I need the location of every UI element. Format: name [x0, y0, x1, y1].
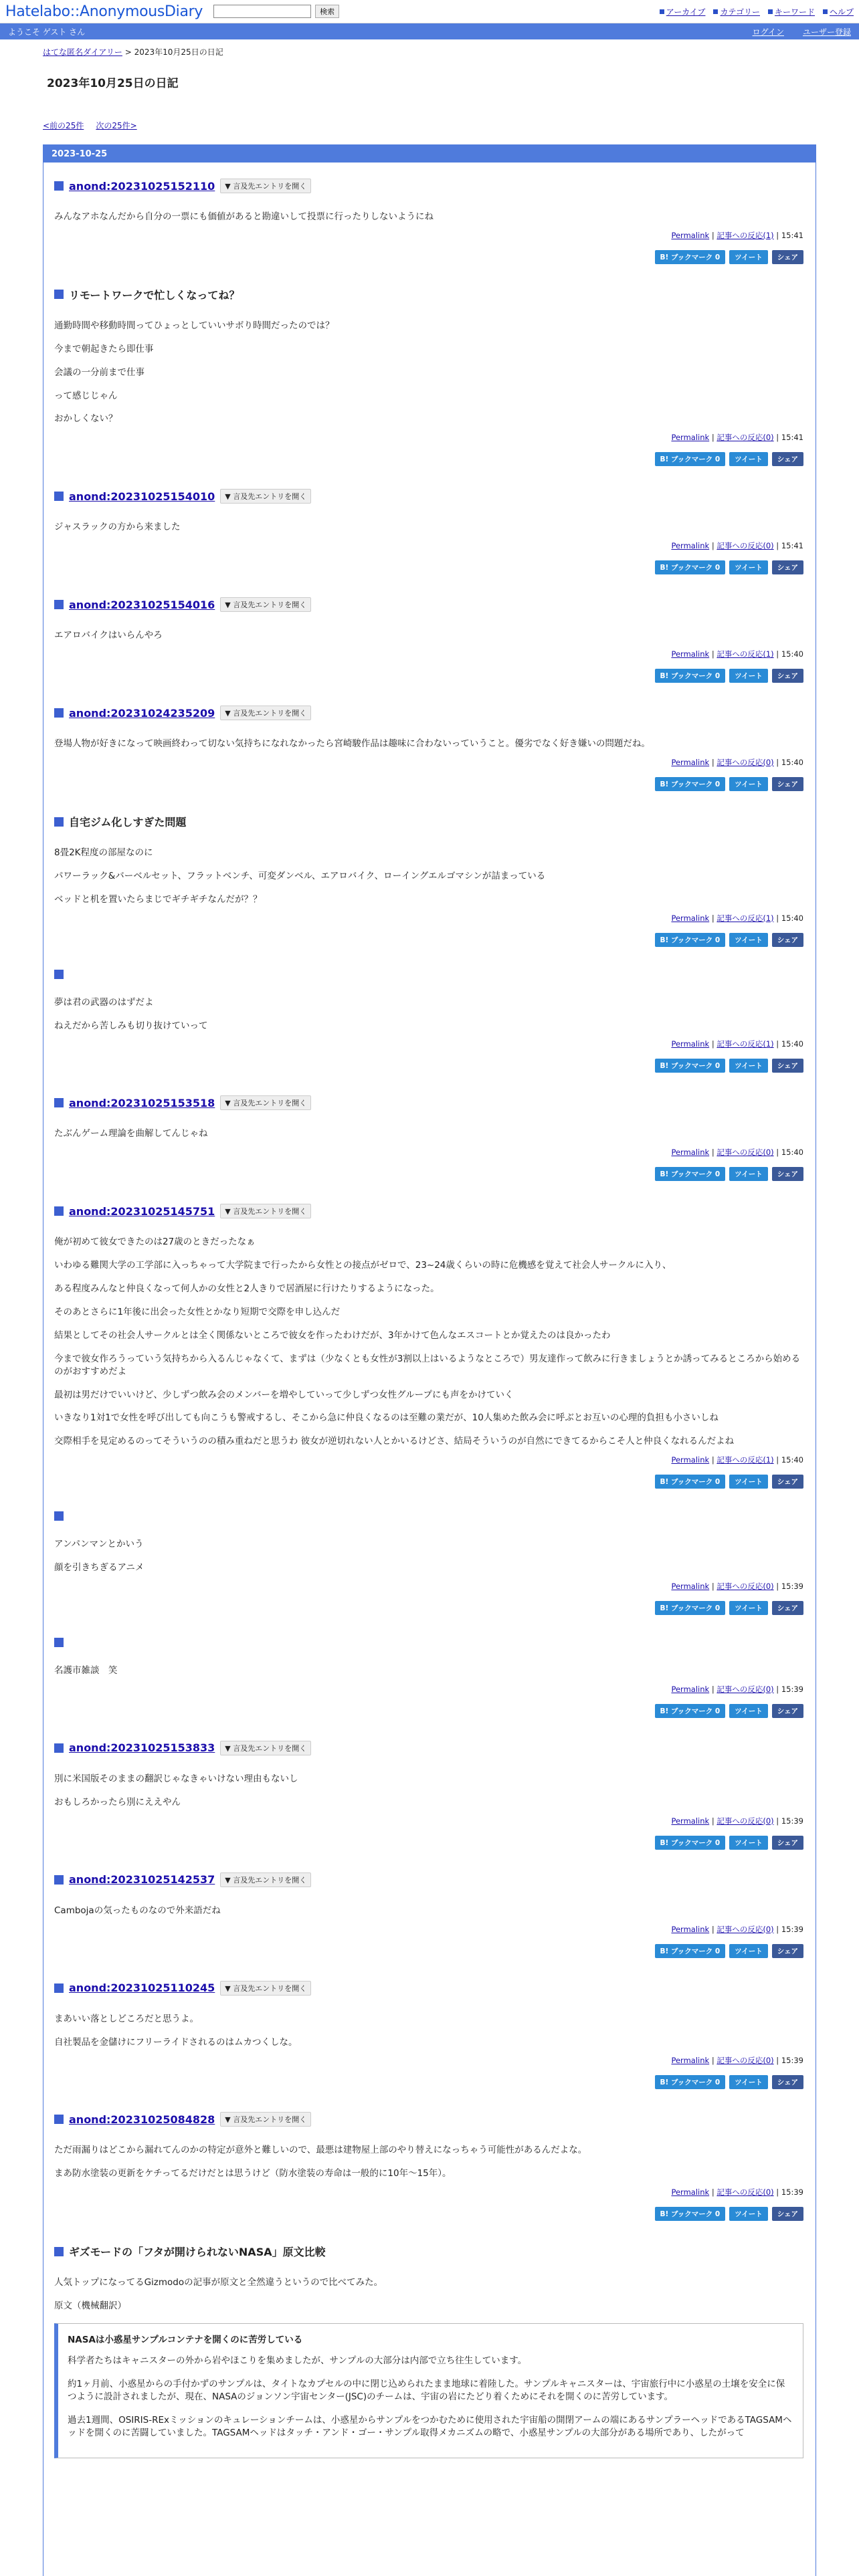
search-input[interactable]: [213, 5, 311, 18]
entry-header: [54, 970, 803, 979]
entry-line: 交際相手を見定めるのってそういうのの積み重ねだと思うわ 彼女が逆切れない人とかいるけどさ、結局そういうのが自然にできてるからこそ人と仲良くなれるんだよね: [54, 1436, 735, 1447]
share-buttons: [54, 777, 803, 798]
entry-time: 15:40: [781, 1148, 803, 1158]
entry-line: そのあとさらに1年後に出会った女性とかなり短期で交際を申し込んだ: [54, 1307, 341, 1318]
bookmark-button[interactable]: B! ブックマーク 0: [655, 1944, 726, 1958]
facebook-share-button[interactable]: シェア: [772, 1704, 803, 1718]
tweet-button[interactable]: ツイート: [729, 777, 767, 791]
entry-line: 名護市雑談 笑: [54, 1665, 118, 1677]
nav-archive[interactable]: アーカイブ: [660, 6, 706, 17]
reactions-link[interactable]: 記事への反応(0): [717, 1816, 774, 1826]
bookmark-button[interactable]: B! ブックマーク 0: [655, 669, 726, 683]
reactions-link[interactable]: 記事への反応(1): [717, 913, 774, 923]
entry-body: [54, 2144, 803, 2180]
entry-title-link[interactable]: anond:20231025153833: [69, 1741, 215, 1755]
share-buttons: [54, 1836, 803, 1856]
facebook-share-button[interactable]: シェア: [772, 1944, 803, 1958]
open-referenced-entry-button[interactable]: ▼ 言及先エントリを開く: [220, 2112, 311, 2127]
entry-header: [54, 597, 803, 612]
open-referenced-entry-button[interactable]: ▼ 言及先エントリを開く: [220, 179, 311, 193]
open-referenced-entry-button[interactable]: ▼ 言及先エントリを開く: [220, 489, 311, 504]
bullet-icon: [823, 9, 828, 14]
share-buttons: [54, 2075, 803, 2096]
entry-header: [54, 179, 803, 193]
tweet-button[interactable]: ツイート: [729, 2207, 767, 2221]
entry-body: [54, 320, 803, 425]
section-mark-icon: [54, 1743, 64, 1753]
section-mark-icon: [54, 2115, 64, 2124]
entry-title: リモートワークで忙しくなってね？: [69, 288, 240, 302]
tweet-button[interactable]: ツイート: [729, 1475, 767, 1489]
entry-footer: Permalink | 記事への反応(0) | 15:39: [671, 2056, 803, 2066]
entry-title-link[interactable]: anond:20231025145751: [69, 1204, 215, 1218]
entry-time: 15:40: [781, 758, 803, 768]
facebook-share-button[interactable]: シェア: [772, 1836, 803, 1850]
entry-line: Cambojaの気ったものなので外来語だね: [54, 1905, 221, 1916]
entry-body: [54, 1538, 803, 1574]
entry-time: 15:40: [781, 649, 803, 659]
entry-line: 人気トップになってるGizmodoの記事が原文と全然違うというので比べてみた。: [54, 2277, 383, 2288]
reactions-link[interactable]: 記事への反応(0): [717, 433, 774, 443]
share-buttons: [54, 1601, 803, 1622]
entry-header: [54, 1511, 803, 1521]
entry-body: [54, 738, 803, 750]
entry-line: 結果としてその社会人サークルとは全く関係ないところで彼女を作ったわけだが、3年かけて色んなエスコートとか覚えたのは良かったわ: [54, 1329, 611, 1341]
entry-body: [54, 1128, 803, 1140]
tweet-button[interactable]: ツイート: [729, 1944, 767, 1958]
share-buttons: [54, 669, 803, 689]
bookmark-button[interactable]: B! ブックマーク 0: [655, 1836, 726, 1850]
entry-line: 原文（機械翻訳）: [54, 2300, 126, 2312]
permalink[interactable]: Permalink: [671, 913, 710, 923]
entry-time: 15:41: [781, 433, 803, 443]
entry-time: 15:40: [781, 1039, 803, 1049]
tweet-button[interactable]: ツイート: [729, 1704, 767, 1718]
entry-line: たぶんゲーム理論を曲解してんじゃね: [54, 1128, 208, 1140]
entry-time: 15:41: [781, 541, 803, 551]
register-link[interactable]: ユーザー登録: [802, 27, 851, 37]
facebook-share-button[interactable]: シェア: [772, 933, 803, 947]
section-mark-icon: [54, 290, 64, 299]
open-referenced-entry-button[interactable]: ▼ 言及先エントリを開く: [220, 706, 311, 720]
entry-title-link[interactable]: anond:20231025110245: [69, 1981, 215, 1995]
entry-title-link[interactable]: anond:20231025154016: [69, 598, 215, 611]
page-title: 2023年10月25日の日記: [47, 77, 179, 90]
facebook-share-button[interactable]: シェア: [772, 1167, 803, 1181]
entry-footer: Permalink | 記事への反応(0) | 15:39: [671, 1582, 803, 1592]
share-buttons: [54, 1944, 803, 1965]
entry-section: [43, 1981, 816, 2097]
entry-section: [43, 489, 816, 581]
breadcrumb-home[interactable]: はてな匿名ダイアリー: [43, 47, 122, 57]
facebook-share-button[interactable]: シェア: [772, 669, 803, 683]
entry-header: [54, 814, 803, 829]
bookmark-button[interactable]: B! ブックマーク 0: [655, 452, 726, 466]
facebook-share-button[interactable]: シェア: [772, 1601, 803, 1615]
next-page-link[interactable]: 次の25件>: [96, 121, 137, 130]
facebook-share-button[interactable]: シェア: [772, 777, 803, 791]
share-buttons: [54, 560, 803, 581]
entry-line: ジャスラックの方から来ました: [54, 522, 181, 533]
entry-line: おもしろかったら別にええやん: [54, 1796, 181, 1808]
section-mark-icon: [54, 1638, 64, 1647]
permalink[interactable]: Permalink: [671, 649, 710, 659]
entry-line: パワーラック&バーベルセット、フラットベンチ、可変ダンベル、エアロバイク、ローイングエルゴマシンが詰まっている: [54, 870, 546, 881]
entry-line: 8畳2K程度の部屋なのに: [54, 847, 153, 859]
entry-line: って感じじゃん: [54, 390, 118, 401]
entry-header: [54, 1872, 803, 1887]
share-buttons: [54, 1704, 803, 1725]
entry-body: [54, 2013, 803, 2049]
bookmark-button[interactable]: B! ブックマーク 0: [655, 1167, 726, 1181]
entry-body: [54, 629, 803, 642]
section-mark-icon: [54, 2247, 64, 2256]
tweet-button[interactable]: ツイート: [729, 1836, 767, 1850]
entry-line: まあ防水塗装の更新をケチってるだけだとは思うけど（防水塗装の寿命は一般的に10年〜15年）。: [54, 2168, 452, 2179]
tweet-button[interactable]: ツイート: [729, 1601, 767, 1615]
tweet-button[interactable]: ツイート: [729, 933, 767, 947]
bullet-icon: [768, 9, 773, 14]
entry-section: [43, 597, 816, 689]
tweet-button[interactable]: ツイート: [729, 560, 767, 574]
site-logo[interactable]: Hatelabo::AnonymousDiary: [5, 3, 203, 20]
entry-line: いきなり1対1で女性を呼び出しても向こうも警戒するし、そこから急に仲良くなるのは至難の業だが、10人集めた飲み会に呼ぶとお互いの心理的負担も小さいしね: [54, 1412, 719, 1424]
entry-section: [43, 970, 816, 1080]
section-mark-icon: [54, 181, 64, 191]
entry-section: [43, 1204, 816, 1495]
nav-category[interactable]: カテゴリー: [713, 6, 760, 17]
open-referenced-entry-button[interactable]: ▼ 言及先エントリを開く: [220, 597, 311, 612]
entry-body: [54, 1236, 803, 1448]
entry-title-link[interactable]: anond:20231025084828: [69, 2113, 215, 2126]
entry-header: [54, 706, 803, 720]
entry-time: 15:39: [781, 1684, 803, 1694]
section-mark-icon: [54, 1511, 64, 1521]
entry-line: 最初は男だけでいいけど、少しずつ飲み会のメンバーを増やしていって少しずつ女性グループにも声をかけていく: [54, 1389, 514, 1400]
entry-line: 自社製品を金儲けにフリーライドされるのはムカつくしな。: [54, 2036, 298, 2048]
reactions-link[interactable]: 記事への反応(0): [717, 2056, 774, 2066]
entry-footer: Permalink | 記事への反応(0) | 15:41: [671, 433, 803, 443]
permalink[interactable]: Permalink: [671, 1455, 710, 1465]
facebook-share-button[interactable]: シェア: [772, 250, 803, 264]
section-mark-icon: [54, 1983, 64, 1993]
entry-footer: Permalink | 記事への反応(0) | 15:39: [671, 1924, 803, 1934]
bookmark-button[interactable]: B! ブックマーク 0: [655, 777, 726, 791]
permalink[interactable]: Permalink: [671, 230, 710, 240]
entry-body: [54, 1905, 803, 1917]
entry-footer: Permalink | 記事への反応(0) | 15:39: [671, 2187, 803, 2197]
entry-line: 今まで朝起きたら即仕事: [54, 343, 154, 354]
entry-time: 15:40: [781, 1455, 803, 1465]
login-link[interactable]: ログイン: [752, 27, 784, 37]
quote-title: NASAは小惑星サンプルコンテナを開くのに苦労している: [68, 2334, 303, 2345]
share-buttons: [54, 1167, 803, 1188]
reactions-link[interactable]: 記事への反応(1): [717, 1455, 774, 1465]
entry-time: 15:39: [781, 1582, 803, 1592]
entry-title-link[interactable]: anond:20231025152110: [69, 179, 215, 193]
entry-footer: Permalink | 記事への反応(0) | 15:39: [671, 1684, 803, 1694]
reactions-link[interactable]: 記事への反応(0): [717, 541, 774, 551]
permalink[interactable]: Permalink: [671, 1816, 710, 1826]
open-referenced-entry-button[interactable]: ▼ 言及先エントリを開く: [220, 1095, 311, 1110]
bookmark-button[interactable]: B! ブックマーク 0: [655, 560, 726, 574]
reactions-link[interactable]: 記事への反応(0): [717, 1684, 774, 1694]
entry-line: いわゆる難関大学の工学部に入っちゃって大学院まで行ったから女性との接点がゼロで、23~24歳くらいの時に危機感を覚えて社会人サークルに入り、: [54, 1260, 672, 1271]
quote-block: [54, 2323, 803, 2458]
search-form: [213, 5, 339, 18]
entry-line: 通勤時間や移動時間ってひょっとしていいサボり時間だったのでは？: [54, 320, 335, 331]
entry-time: 15:39: [781, 1816, 803, 1826]
entry-line: 登場人物が好きになって映画終わって切ない気持ちになれなかったら宮崎駿作品は趣味に合わないっていうこと。優劣でなく好き嫌いの問題だね。: [54, 738, 650, 750]
share-buttons: [54, 1475, 803, 1495]
entry-line: まあいい落としどころだと思うよ。: [54, 2013, 199, 2024]
entry-line: 別に米国版そのままの翻訳じゃなきゃいけない理由もないし: [54, 1773, 298, 1784]
permalink[interactable]: Permalink: [671, 758, 710, 768]
user-bar: [0, 23, 859, 39]
facebook-share-button[interactable]: シェア: [772, 452, 803, 466]
section-mark-icon: [54, 600, 64, 609]
entry-line: エアロバイクはいらんやろ: [54, 630, 163, 641]
entry-section: [43, 706, 816, 798]
entry-body: [54, 211, 803, 223]
bookmark-button[interactable]: B! ブックマーク 0: [655, 1059, 726, 1073]
bookmark-button[interactable]: B! ブックマーク 0: [655, 1704, 726, 1718]
reactions-link[interactable]: 記事への反応(1): [717, 230, 774, 240]
entry-header: [54, 1204, 803, 1218]
entry-section: [43, 179, 816, 271]
entry-header: [54, 287, 803, 302]
reactions-link[interactable]: 記事への反応(0): [717, 1582, 774, 1592]
entry-line: ベッドと机を置いたらまじでギチギチなんだが？？: [54, 893, 262, 905]
entry-body: [54, 1773, 803, 1809]
bookmark-button[interactable]: B! ブックマーク 0: [655, 2207, 726, 2221]
entry-header: [54, 1095, 803, 1110]
quote-line: 過去1週間、OSIRIS-RExミッションのキュレーションチームは、小惑星からサンプルをつかむために使用された宇宙船の開閉アームの端にあるサンプラーヘッドであるTAGSAMヘッドを開くのに苦闘していました。TAGSAMヘッドはタッチ・アンド・ゴー・サンプル取得メカニズムの略で、小惑星サンプルの大部分がある場所であり、したがって: [68, 2414, 792, 2438]
reactions-link[interactable]: 記事への反応(0): [717, 758, 774, 768]
entry-footer: Permalink | 記事への反応(0) | 15:40: [671, 1148, 803, 1158]
permalink[interactable]: Permalink: [671, 2056, 710, 2066]
entry-section: [43, 1872, 816, 1965]
entry-line: 今まで彼女作ろうっていう気持ちから入るんじゃなくて、まずは（少なくとも女性が3割以上はいるようなところで）男友達作って飲みに行きましょうとか誘ってみるところから始めるのがおすすめだよ: [54, 1353, 801, 1377]
nav-help[interactable]: ヘルプ: [823, 6, 854, 17]
section-mark-icon: [54, 492, 64, 501]
entry-body: [54, 996, 803, 1033]
reactions-link[interactable]: 記事への反応(0): [717, 1924, 774, 1934]
entry-line: ただ雨漏りはどこから漏れてんのかの特定が意外と難しいので、最悪は建物屋上部のやり替えになっちゃう可能性があるんだよな。: [54, 2145, 587, 2156]
entry-section: [43, 1638, 816, 1725]
reactions-link[interactable]: 記事への反応(0): [717, 2187, 774, 2197]
entry-footer: Permalink | 記事への反応(1) | 15:40: [671, 1455, 803, 1465]
entry-footer: Permalink | 記事への反応(1) | 15:40: [671, 1039, 803, 1049]
entry-time: 15:41: [781, 230, 803, 240]
bookmark-button[interactable]: B! ブックマーク 0: [655, 250, 726, 264]
permalink[interactable]: Permalink: [671, 433, 710, 443]
section-mark-icon: [54, 970, 64, 979]
prev-page-link[interactable]: <前の25件: [43, 121, 84, 130]
last-entry: [43, 2244, 816, 2458]
tweet-button[interactable]: ツイート: [729, 1167, 767, 1181]
breadcrumb: はてな匿名ダイアリー > 2023年10月25日の日記: [43, 47, 223, 57]
entry-section: [43, 1511, 816, 1622]
entry-line: おかしくない？: [54, 413, 118, 425]
day-header: 2023-10-25: [43, 145, 816, 163]
entry-title-link[interactable]: anond:20231024235209: [69, 706, 215, 720]
entry-line: 顔を引きちぎるアニメ: [54, 1562, 145, 1574]
entry-footer: Permalink | 記事への反応(0) | 15:40: [671, 758, 803, 768]
facebook-share-button[interactable]: シェア: [772, 2207, 803, 2221]
entry-line: 俺が初めて彼女できたのは27歳のときだったなぁ: [54, 1237, 256, 1248]
entry-line: 会議の一分前まで仕事: [54, 366, 145, 378]
bookmark-button[interactable]: B! ブックマーク 0: [655, 933, 726, 947]
entry-title-link[interactable]: anond:20231025153518: [69, 1096, 215, 1109]
open-referenced-entry-button[interactable]: ▼ 言及先エントリを開く: [220, 1204, 311, 1218]
entry-header: [54, 1741, 803, 1755]
share-buttons: [54, 933, 803, 954]
tweet-button[interactable]: ツイート: [729, 2075, 767, 2089]
entry-section: [43, 287, 816, 473]
entry-line: アンパンマンとかいう: [54, 1539, 144, 1550]
facebook-share-button[interactable]: シェア: [772, 1475, 803, 1489]
entry-body: [54, 847, 803, 906]
section-mark-icon: [54, 1875, 64, 1885]
facebook-share-button[interactable]: シェア: [772, 560, 803, 574]
entry-list: [43, 179, 816, 2228]
entry-footer: Permalink | 記事への反応(1) | 15:40: [671, 649, 803, 659]
entry-body: [54, 521, 803, 534]
bookmark-button[interactable]: B! ブックマーク 0: [655, 2075, 726, 2089]
reactions-link[interactable]: 記事への反応(0): [717, 1148, 774, 1158]
open-referenced-entry-button[interactable]: ▼ 言及先エントリを開く: [220, 1872, 311, 1887]
welcome-text: ようこそ ゲスト さん: [8, 27, 86, 37]
permalink[interactable]: Permalink: [671, 1924, 710, 1934]
share-buttons: [54, 2207, 803, 2228]
bullet-icon: [713, 9, 718, 14]
tweet-button[interactable]: ツイート: [729, 452, 767, 466]
entry-footer: Permalink | 記事への反応(1) | 15:40: [671, 913, 803, 923]
permalink[interactable]: Permalink: [671, 1582, 710, 1592]
reactions-link[interactable]: 記事への反応(1): [717, 649, 774, 659]
search-button[interactable]: 検索: [315, 5, 339, 18]
entry-section: [43, 2112, 816, 2228]
facebook-share-button[interactable]: シェア: [772, 1059, 803, 1073]
entry-time: 15:39: [781, 2056, 803, 2066]
entry-line: ねえだから苦しみも切り抜けていって: [54, 1020, 208, 1031]
pager: [43, 120, 816, 131]
section-mark-icon: [54, 1098, 64, 1107]
section-mark-icon: [54, 817, 64, 827]
entry-footer: Permalink | 記事への反応(0) | 15:39: [671, 1816, 803, 1826]
entry-time: 15:39: [781, 2187, 803, 2197]
entry-section: [43, 1095, 816, 1188]
entry-footer: Permalink | 記事への反応(1) | 15:41: [671, 230, 803, 240]
permalink[interactable]: Permalink: [671, 2187, 710, 2197]
tweet-button[interactable]: ツイート: [729, 1059, 767, 1073]
open-referenced-entry-button[interactable]: ▼ 言及先エントリを開く: [220, 1741, 311, 1755]
entry-line: 夢は君の武器のはずだよ: [54, 996, 154, 1008]
entry-body: [54, 1665, 803, 1677]
share-buttons: [54, 1059, 803, 1079]
entry-footer: Permalink | 記事への反応(0) | 15:41: [671, 541, 803, 551]
bookmark-button[interactable]: B! ブックマーク 0: [655, 1601, 726, 1615]
bookmark-button[interactable]: B! ブックマーク 0: [655, 1475, 726, 1489]
section-mark-icon: [54, 708, 64, 718]
top-nav: [660, 6, 854, 17]
top-header: [0, 0, 859, 23]
share-buttons: [54, 452, 803, 473]
permalink[interactable]: Permalink: [671, 1039, 710, 1049]
quote-line: 科学者たちはキャニスターの外から岩やほこりを集めましたが、サンプルの大部分は内部で立ち往生しています。: [68, 2355, 527, 2366]
bullet-icon: [660, 9, 664, 14]
day-block: [43, 144, 816, 2576]
entry-line: みんなアホなんだから自分の一票にも価値があると勘違いして投票に行ったりしないようにね: [54, 211, 434, 222]
open-referenced-entry-button[interactable]: ▼ 言及先エントリを開く: [220, 1981, 311, 1996]
entry-header: [54, 489, 803, 504]
entry-section: [43, 814, 816, 954]
entry-header: [54, 1981, 803, 1996]
entry-header: [54, 2112, 803, 2127]
share-buttons: [54, 250, 803, 271]
tweet-button[interactable]: ツイート: [729, 250, 767, 264]
permalink[interactable]: Permalink: [671, 1148, 710, 1158]
reactions-link[interactable]: 記事への反応(1): [717, 1039, 774, 1049]
nav-keyword[interactable]: キーワード: [768, 6, 815, 17]
facebook-share-button[interactable]: シェア: [772, 2075, 803, 2089]
entry-line: ある程度みんなと仲良くなって何人かの女性と2人きりで居酒屋に行けたりするようになった。: [54, 1283, 440, 1295]
entry-title-link[interactable]: anond:20231025154010: [69, 490, 215, 503]
entry-header: [54, 1638, 803, 1647]
permalink[interactable]: Permalink: [671, 541, 710, 551]
entry-time: 15:40: [781, 913, 803, 923]
entry-title: ギズモードの「フタが開けられないNASA」原文比較: [69, 2246, 326, 2259]
tweet-button[interactable]: ツイート: [729, 669, 767, 683]
entry-title-link[interactable]: anond:20231025142537: [69, 1873, 215, 1887]
quote-line: 約1ヶ月前、小惑星からの手付かずのサンプルは、タイトなカプセルの中に閉じ込められたまま地球に着陸した。サンプルキャニスターは、宇宙旅行中に小惑星の土壌を安全に保つように設計されましたが、現在、NASAのジョンソン宇宙センター(JSC)のチームは、宇宙の岩にたどり着くためにそれを開くのに苦労しています。: [68, 2378, 785, 2402]
permalink[interactable]: Permalink: [671, 1684, 710, 1694]
section-mark-icon: [54, 1206, 64, 1216]
main-content: [0, 39, 859, 2576]
entry-title: 自宅ジム化しすぎた問題: [69, 816, 187, 829]
entry-time: 15:39: [781, 1924, 803, 1934]
entry-section: [43, 1741, 816, 1856]
